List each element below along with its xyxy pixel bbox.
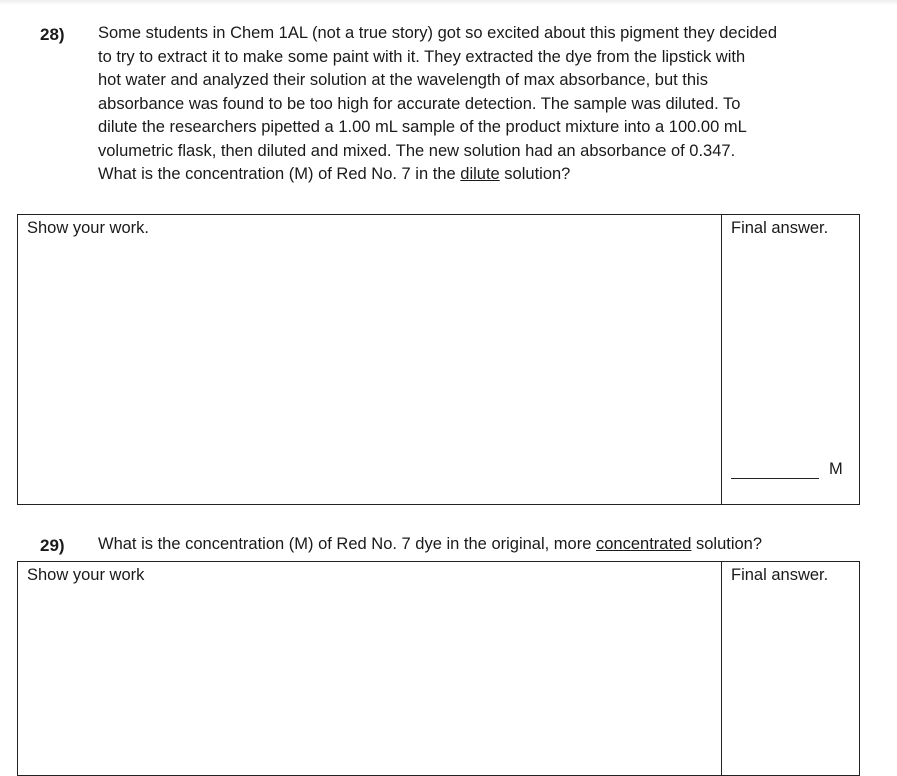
question-28-line: to try to extract it to make some paint with it. They extracted the dye from the lipstick with <box>98 47 746 66</box>
question-29-answer-table <box>17 561 860 776</box>
final-answer-label: Final answer. <box>731 219 829 237</box>
answer-line[interactable] <box>731 464 819 479</box>
question-29-prompt-text: What is the concentration (M) of Red No. 7 dye in the original, more <box>98 535 596 553</box>
column-divider <box>721 215 722 504</box>
question-29-text <box>98 533 878 557</box>
question-28-line: volumetric flask, then diluted and mixed. The new solution had an absorbance of 0.347. <box>98 141 736 160</box>
work-area[interactable] <box>19 563 719 773</box>
column-divider <box>721 562 722 775</box>
question-29-prompt-end: solution? <box>691 535 763 553</box>
question-28-number: 28) <box>40 25 65 44</box>
question-28-prompt-text: What is the concentration (M) of Red No. 7 in the <box>98 165 461 183</box>
question-28-emphasis: dilute <box>460 165 500 183</box>
question-29-emphasis: concentrated <box>595 535 692 553</box>
question-28-answer-table <box>17 214 860 505</box>
question-28-line-last <box>98 163 878 187</box>
question-28-line: Some students in Chem 1AL (not a true story) got so excited about this pigment they decided <box>98 24 778 42</box>
unit-label: M <box>829 460 843 478</box>
show-work-label: Show your work <box>27 566 145 584</box>
question-28-line: absorbance was found to be too high for accurate detection. The sample was diluted. To <box>98 94 741 113</box>
question-28-text <box>98 22 878 187</box>
question-29-number: 29) <box>40 536 65 555</box>
question-28-prompt-end: solution? <box>499 165 571 183</box>
show-work-label: Show your work. <box>27 219 149 237</box>
question-28-line: hot water and analyzed their solution at the wavelength of max absorbance, but this <box>98 71 708 89</box>
question-28-line: dilute the researchers pipetted a 1.00 mL sample of the product mixture into a 100.00 mL <box>98 118 747 136</box>
final-answer-label: Final answer. <box>731 566 829 584</box>
page-top-edge <box>0 0 897 5</box>
final-answer-blank[interactable] <box>731 459 843 479</box>
work-area[interactable] <box>19 216 719 503</box>
